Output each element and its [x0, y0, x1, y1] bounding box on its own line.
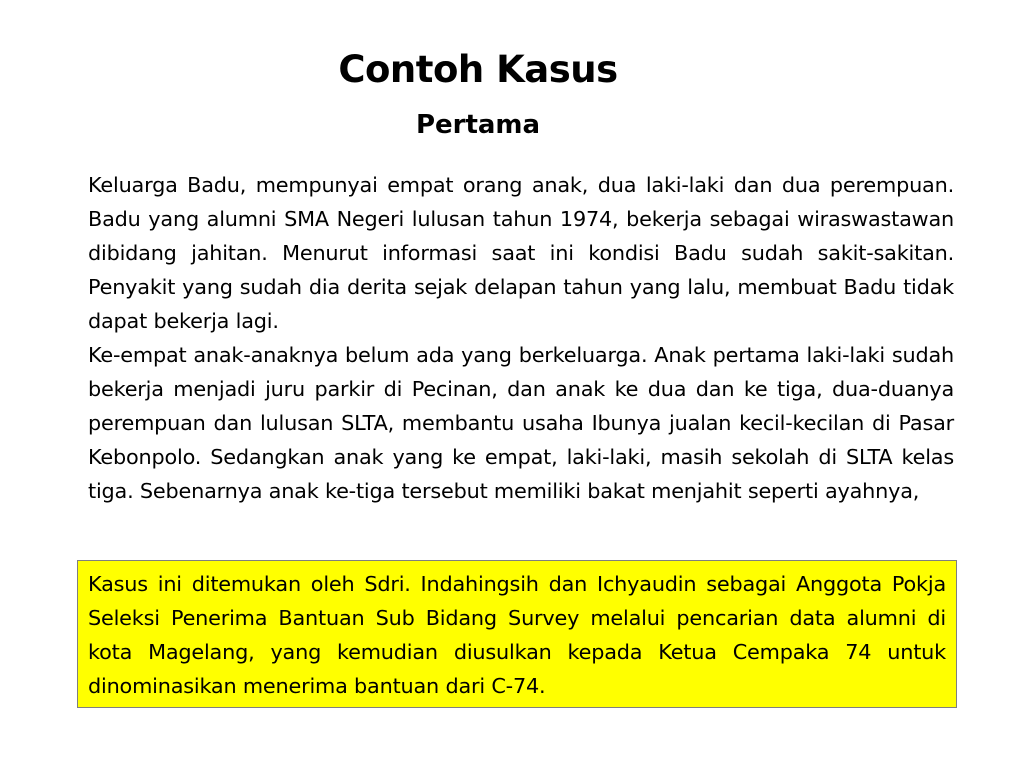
paragraph-family: Keluarga Badu, mempunyai empat orang anak, dua laki-laki dan dua perempuan. Badu yang alumni SMA Negeri lulusan tahun 1974, bekerja sebagai wiraswastawan dibidang jahitan. Menurut informasi saat ini kondisi Badu sudah sakit-sakitan. Penyakit yang sudah dia derita sejak delapan tahun yang lalu, membuat Badu tidak dapat bekerja lagi.	[88, 173, 954, 333]
case-source-note	[77, 560, 957, 708]
note-text: Kasus ini ditemukan oleh Sdri. Indahingsih dan Ichyaudin sebagai Anggota Pokja Seleksi Penerima Bantuan Sub Bidang Survey melalui pencarian data alumni di kota Magelang, yang kemudian diusulkan kepada Ketua Cempaka 74 untuk dinominasikan menerima bantuan dari C-74.	[88, 572, 946, 698]
paragraph-children: Ke-empat anak-anaknya belum ada yang berkeluarga. Anak pertama laki-laki sudah bekerja menjadi juru parkir di Pecinan, dan anak ke dua dan ke tiga, dua-duanya perempuan dan lulusan SLTA, membantu usaha Ibunya jualan kecil-kecilan di Pasar Kebonpolo. Sedangkan anak yang ke empat, laki-laki, masih sekolah di SLTA kelas tiga. Sebenarnya anak ke-tiga tersebut memiliki bakat menjahit seperti ayahnya,	[88, 343, 954, 503]
slide-title: Contoh Kasus	[338, 48, 618, 91]
case-description	[88, 168, 954, 508]
slide-subtitle: Pertama	[415, 110, 541, 140]
